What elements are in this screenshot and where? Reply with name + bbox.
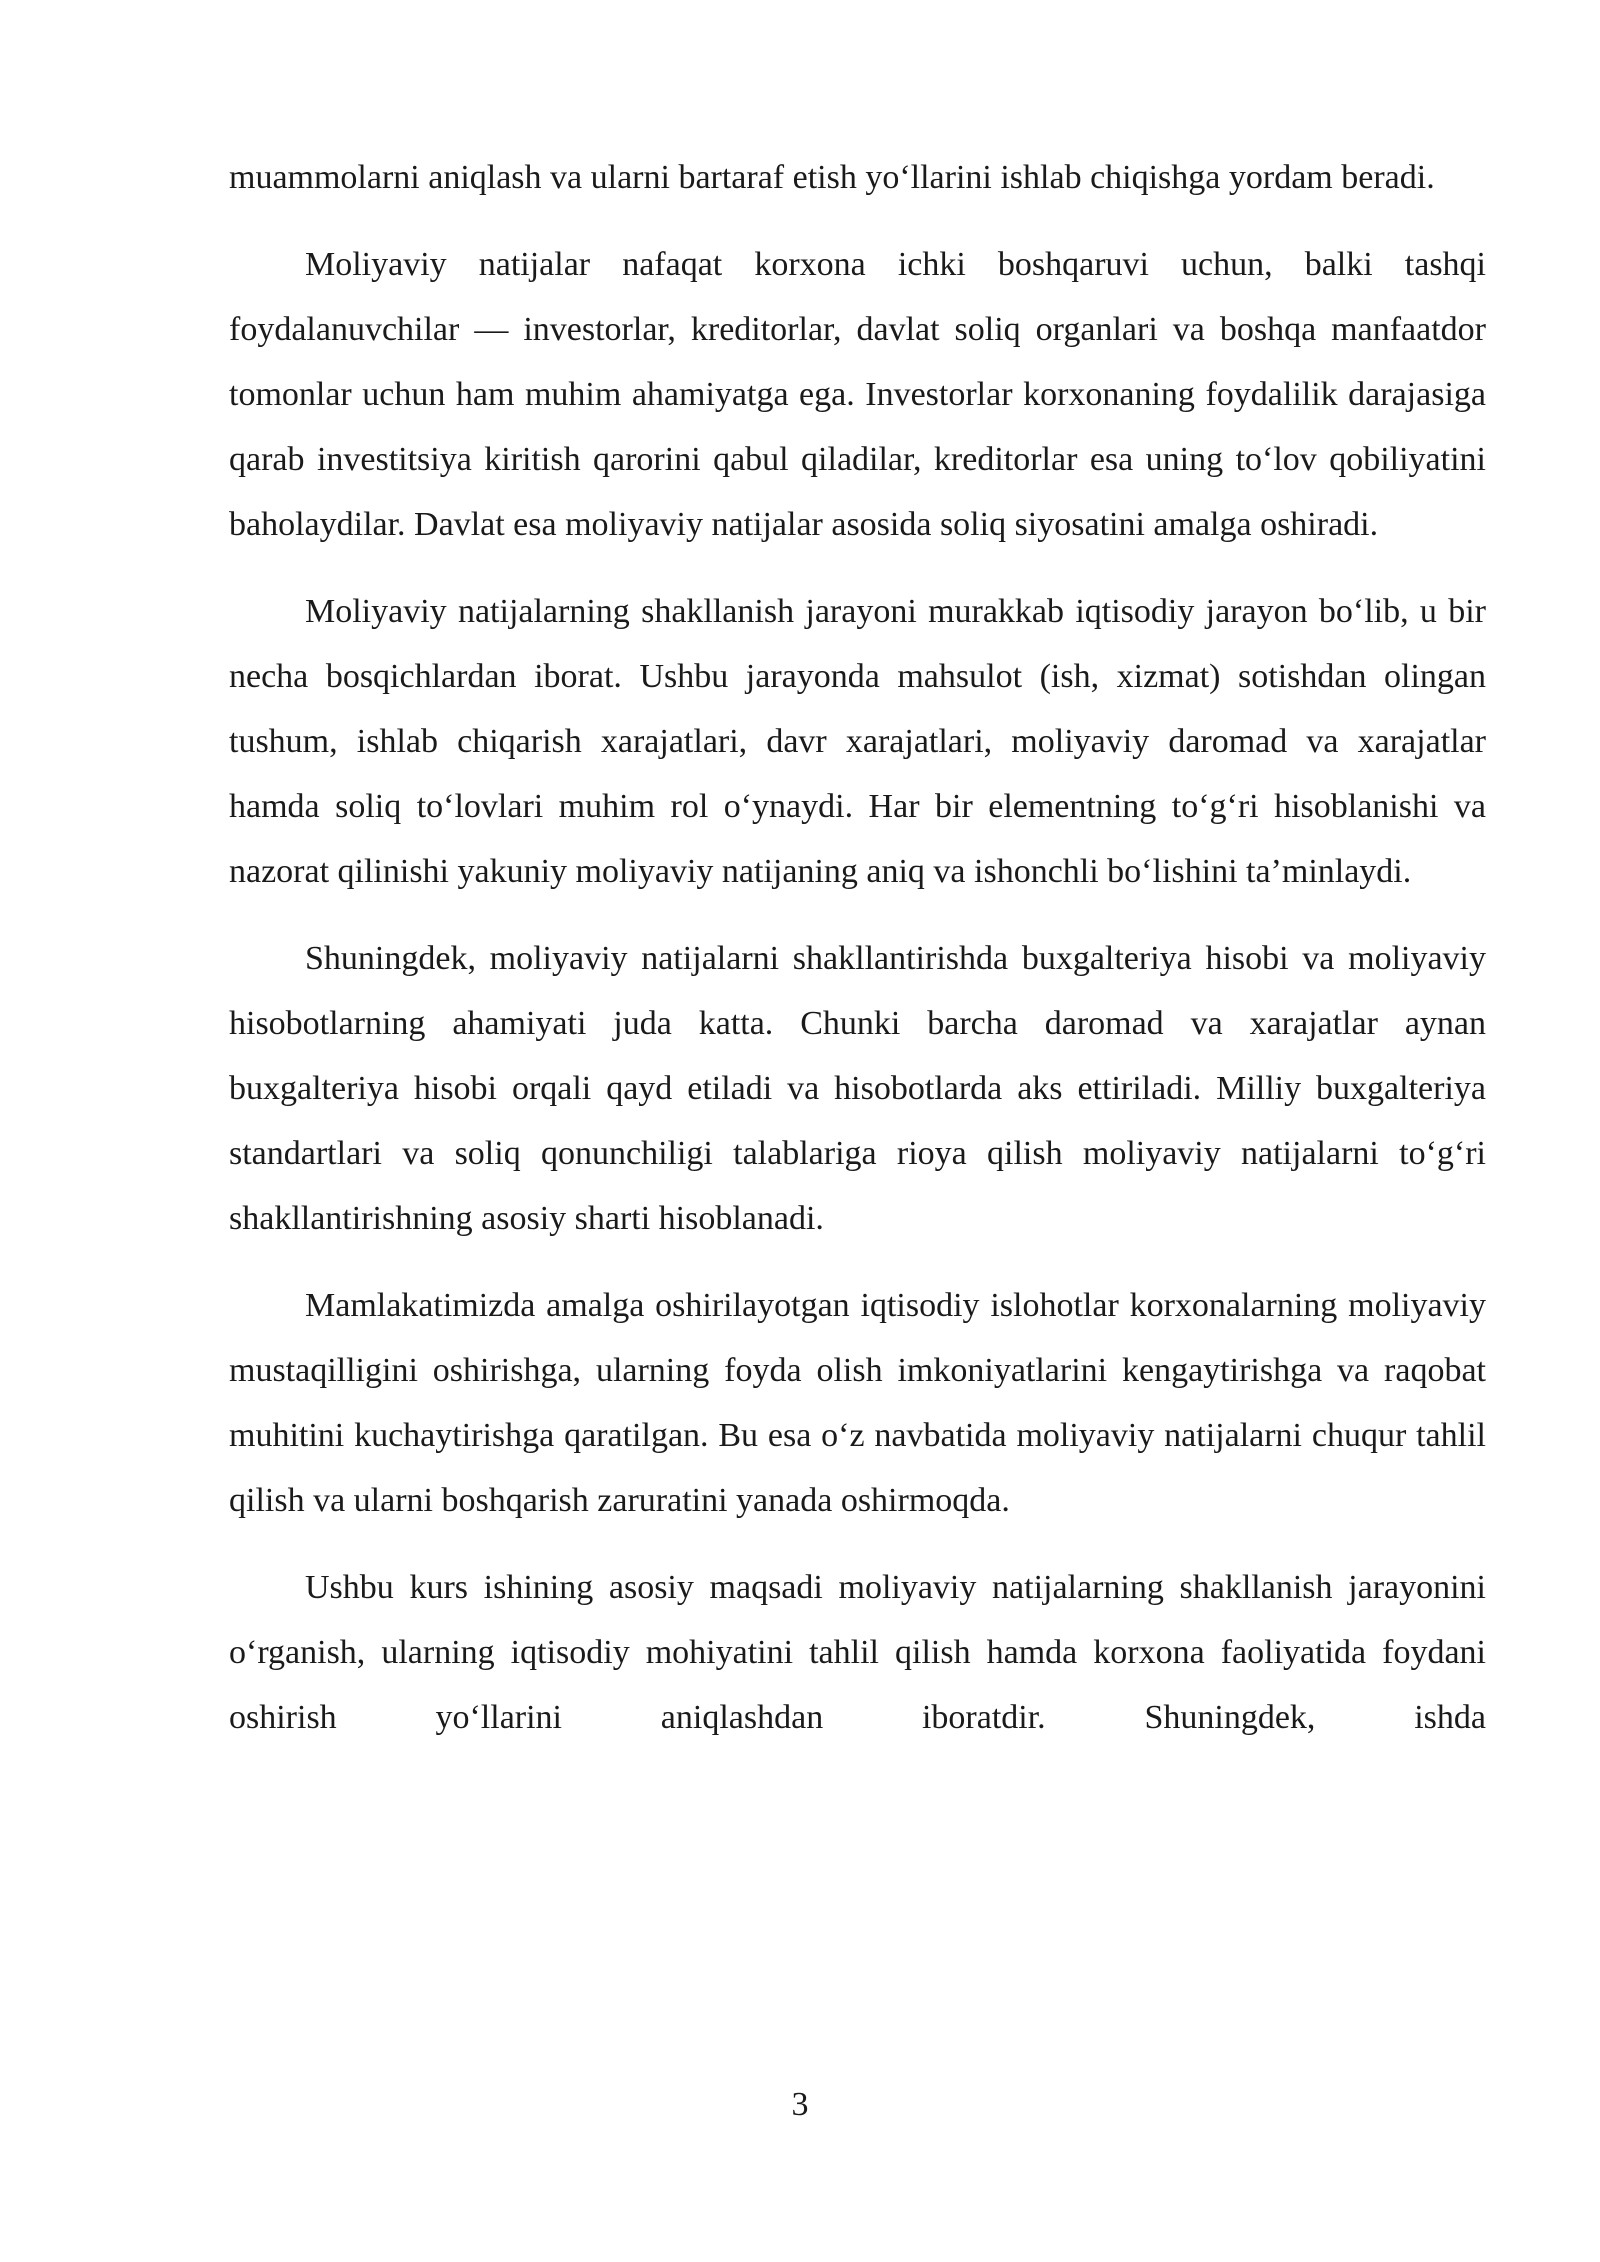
page-number: 3: [791, 2086, 809, 2123]
paragraph-continuation: muammolarni aniqlash va ularni bartaraf etish yo‘llarini ishlab chiqishga yordam beradi.: [229, 159, 1435, 196]
paragraph-economic-reforms: Mamlakatimizda amalga oshirilayotgan iqtisodiy islohotlar korxonalarning moliyaviy mustaqilligini oshirishga, ularning foyda olish imkoniyatlarini kengaytirishga va raqobat muhitini kuchaytirishga qaratilgan. Bu esa o‘z navbatida moliyaviy natijalarni chuqur tahlil qilish va ularni boshqarish zaruratini yanada oshirmoqda.: [229, 1287, 1486, 1519]
paragraph-formation-process: Moliyaviy natijalarning shakllanish jarayoni murakkab iqtisodiy jarayon bo‘lib, u bir necha bosqichlardan iborat. Ushbu jarayonda mahsulot (ish, xizmat) sotishdan olingan tushum, ishlab chiqarish xarajatlari, davr xarajatlari, moliyaviy daromad va xarajatlar hamda soliq to‘lovlari muhim rol o‘ynaydi. Har bir elementning to‘g‘ri hisoblanishi va nazorat qilinishi yakuniy moliyaviy natijaning aniq va ishonchli bo‘lishini ta’minlaydi.: [229, 593, 1486, 890]
paragraph-accounting-role: Shuningdek, moliyaviy natijalarni shakllantirishda buxgalteriya hisobi va moliyaviy hisobotlarning ahamiyati juda katta. Chunki barcha daromad va xarajatlar aynan buxgalteriya hisobi orqali qayd etiladi va hisobotlarda aks ettiriladi. Milliy buxgalteriya standartlari va soliq qonunchiligi talablariga rioya qilish moliyaviy natijalarni to‘g‘ri shakllantirishning asosiy sharti hisoblanadi.: [229, 940, 1486, 1237]
paragraph-users-of-results: Moliyaviy natijalar nafaqat korxona ichki boshqaruvi uchun, balki tashqi foydalanuvchilar — investorlar, kreditorlar, davlat soliq organlari va boshqa manfaatdor tomonlar uchun ham muhim ahamiyatga ega. Investorlar korxonaning foydalilik darajasiga qarab investitsiya kiritish qarorini qabul qiladilar, kreditorlar esa uning to‘lov qobiliyatini baholaydilar. Davlat esa moliyaviy natijalar asosida soliq siyosatini amalga oshiradi.: [229, 246, 1486, 543]
page-body: [229, 145, 1486, 1750]
paragraph-course-goal: Ushbu kurs ishining asosiy maqsadi moliyaviy natijalarning shakllanish jarayonini o‘rganish, ularning iqtisodiy mohiyatini tahlil qilish hamda korxona faoliyatida foydani oshirish yo‘llarini aniqlashdan iboratdir. Shuningdek, ishda: [229, 1569, 1486, 1736]
